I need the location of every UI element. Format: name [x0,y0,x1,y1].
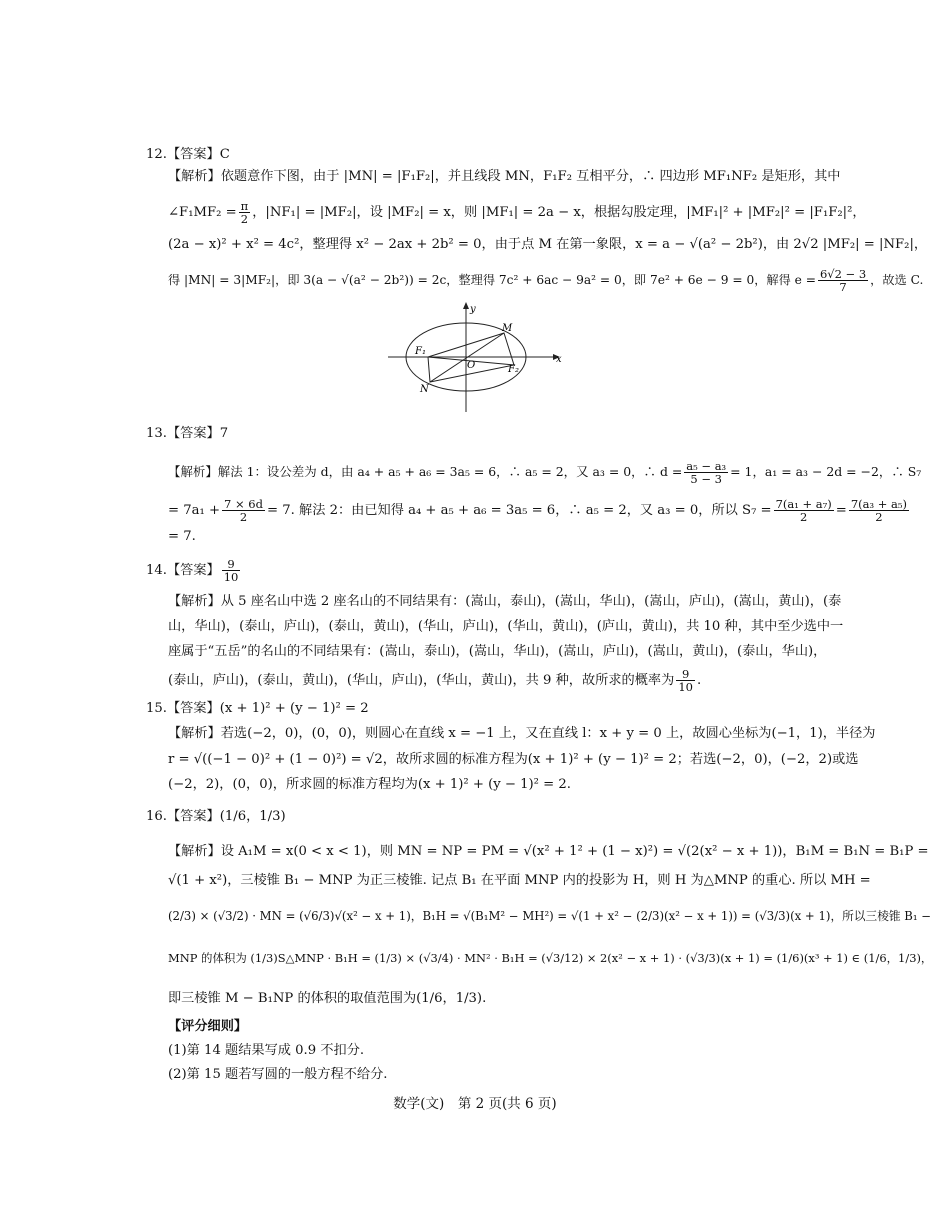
q13-line-1-b: = 1，a₁ = a₃ − 2d = −2，∴ S₇ [730,464,922,479]
q14-line-3: 座属于“五岳”的名山的不同结果有：(嵩山，泰山)，(嵩山，华山)，(嵩山，庐山)，(嵩山，黄山)，(泰山，华山)， [168,644,827,659]
q14-prob-den: 10 [678,680,693,694]
q12-line-3: (2a − x)² + x² = 4c²，整理得 x² − 2ax + 2b² = 0，由于点 M 在第一象限，x = a − √(a² − 2b²)，由 2√2 |MF₂| = |NF₂|， [168,237,928,252]
q12-answer: 12.【答案】C [146,147,230,162]
label-N: N [420,384,429,395]
page-footer: 数学(文) 第 2 页(共 6 页) [393,1096,557,1112]
q15-answer: 15.【答案】(x + 1)² + (y − 1)² = 2 [146,701,369,716]
q13-line-3: = 7. [168,529,196,544]
q14-answer [146,558,242,583]
q13-f3-num: 7(a₃ + a₅) [850,497,907,511]
q13-f2-num: 7(a₁ + a₇) [775,497,832,511]
q14-line-4 [168,668,701,693]
q15-line-3: (−2，2)，(0，0)，所求圆的标准方程均为(x + 1)² + (y − 1)² = 2. [168,777,571,792]
label-O: O [467,360,476,371]
q13-frac-1 [222,498,265,523]
q12-line-2 [168,200,866,225]
q16-line-2: √(1 + x²)，三棱锥 B₁ − MNP 为正三棱锥. 记点 B₁ 在平面 MNP 内的投影为 H，则 H 为△MNP 的重心. 所以 MH = [168,873,871,888]
scoring-item-1: (1)第 14 题结果写成 0.9 不扣分. [168,1043,365,1058]
q14-line-2: 山，华山)，(泰山，庐山)，(泰山，黄山)，(华山，庐山)，(华山，黄山)，(庐山，黄山)，共 10 种，其中至少选中一 [168,619,844,634]
q13-line-2-c: = [835,503,847,518]
q14-ans-den: 10 [223,570,239,584]
q12-line-2-a: ∠F₁MF₂ = [168,205,237,220]
q13-line-1 [168,460,921,485]
q13-frac-3 [849,498,909,523]
q16-answer-interval: (1/6，1/3) [219,809,286,824]
q12-line-2-b: ，|NF₁| = |MF₂|，设 |MF₂| = x，则 |MF₁| = 2a − x，根据勾股定理，|MF₁|² + |MF₂|² = |F₁F₂|²， [252,205,866,220]
label-F2: F₂ [508,364,519,375]
q13-line-1-a: 【解析】解法 1：设公差为 d，由 a₄ + a₅ + a₆ = 3a₅ = 6，∴ a₅ = 2，又 a₃ = 0，∴ d = [168,464,683,479]
q13-frac-d [684,460,728,485]
label-y: y [470,304,476,315]
q14-prob-num: 9 [676,668,695,681]
q13-d-num: a₅ − a₃ [686,459,727,473]
q12-e-den: 7 [839,280,847,294]
q12-e-num: 6√2 − 3 [819,267,867,281]
q13-f3-den: 2 [875,510,883,524]
q13-line-2-a: = 7a₁ + [168,503,221,518]
q12-frac-num: π [240,199,249,213]
q12-line-1: 【解析】依题意作下图，由于 |MN| = |F₁F₂|，并且线段 MN，F₁F₂ 互相平分，∴ 四边形 MF₁NF₂ 是矩形，其中 [168,169,841,184]
y-axis-arrow [463,302,469,309]
q12-frac-den: 2 [240,212,249,226]
q12-line-4-a: 得 |MN| = 3|MF₂|，即 3(a − √(a² − 2b²)) = 2c，整理得 7c² + 6ac − 9a² = 0，即 7e² + 6e − 9 = 0，解得 e = [168,273,816,287]
scoring-header: 【评分细则】 [168,1019,248,1034]
q15-line-1: 【解析】若选(−2，0)，(0，0)，则圆心在直线 x = −1 上，又在直线 l：x + y = 0 上，故圆心坐标为(−1，1)，半径为 [168,726,876,741]
q14-line-4-a: (泰山，庐山)，(泰山，黄山)，(华山，庐山)，(华山，黄山)，共 9 种，故所求的概率为 [168,673,675,688]
q14-answer-frac [222,558,241,583]
q13-answer: 13.【答案】7 [146,426,229,441]
q16-line-1: 【解析】设 A₁M = x(0 < x < 1)，则 MN = NP = PM = √(x² + 1² + (1 − x)²) = √(2(x² − x + 1))，B₁M = B₁N = B₁P = [168,844,929,859]
scoring-item-2: (2)第 15 题若写圆的一般方程不给分. [168,1067,388,1082]
q12-line-4-b: ，故选 C. [870,273,924,287]
q13-line-2-b: = 7. 解法 2：由已知得 a₄ + a₅ + a₆ = 3a₅ = 6，∴ a₅ = 2，又 a₃ = 0，所以 S₇ = [266,503,772,518]
q12-frac-e [818,268,868,293]
ellipse-figure [388,300,568,415]
label-x: x [556,354,562,365]
q12-line-4 [168,268,923,293]
q14-ans-num: 9 [222,558,241,571]
q13-f1-den: 2 [239,510,248,524]
q13-d-den: 5 − 3 [690,472,723,486]
q13-f1-num: 7 × 6d [224,497,263,511]
q13-frac-2 [774,498,834,523]
q14-line-1: 【解析】从 5 座名山中选 2 座名山的不同结果有：(嵩山，泰山)，(嵩山，华山)，(嵩山，庐山)，(嵩山，黄山)，(泰 [168,594,842,609]
label-F1: F₁ [415,346,426,357]
q12-frac-pi-2 [239,200,251,225]
q16-line-4: MNP 的体积为 (1/3)S△MNP · B₁H = (1/3) × (√3/4) · MN² · B₁H = (√3/12) × 2(x² − x + 1) · (√3/3)(x + 1) = (1/6)(x³ + 1) ∈ (1/6，1/3)， [168,951,933,965]
q15-line-2: r = √((−1 − 0)² + (1 − 0)²) = √2，故所求圆的标准方程为(x + 1)² + (y − 1)² = 2；若选(−2，0)，(−2，2)或选 [168,752,859,767]
q14-header: 14.【答案】 [146,563,220,578]
q16-line-3: (2/3) × (√3/2) · MN = (√6/3)√(x² − x + 1)，B₁H = √(B₁M² − MH²) = √(1 + x² − (2/3)(x² − x + 1)) = (√3/3)(x + 1)，所以三棱锥 B₁ − [168,909,932,923]
q13-f2-den: 2 [800,510,808,524]
q14-prob-frac [676,668,695,693]
q16-answer [146,808,286,825]
q13-line-2 [168,498,911,523]
label-M: M [502,323,513,334]
q14-line-4-b: . [696,673,702,688]
q16-line-5: 即三棱锥 M − B₁NP 的体积的取值范围为(1/6，1/3). [168,991,487,1006]
q16-header: 16.【答案】 [146,809,220,824]
